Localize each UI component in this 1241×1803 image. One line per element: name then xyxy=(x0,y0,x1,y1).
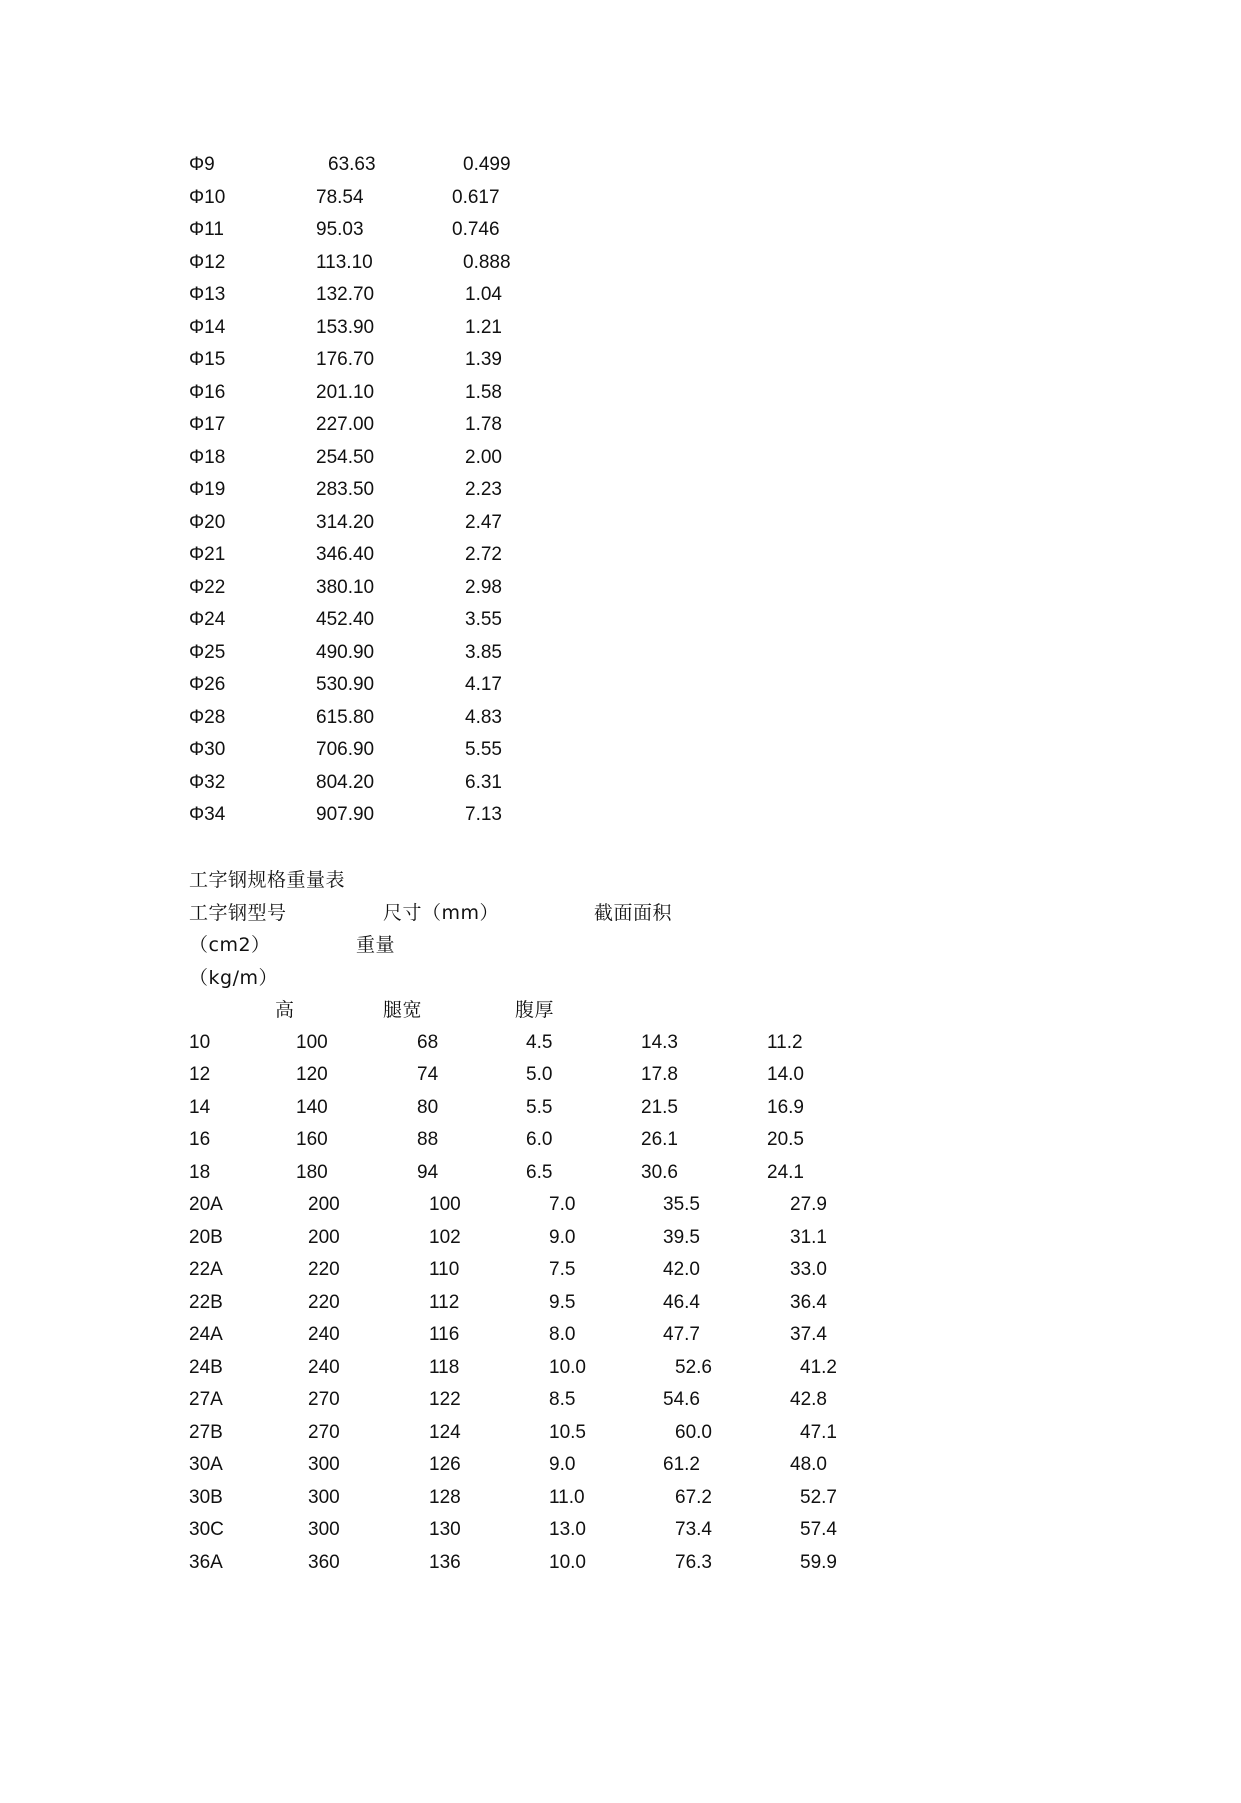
table-row xyxy=(0,539,1241,571)
ibeam-weight: 31.1 xyxy=(790,1227,827,1248)
table-row xyxy=(0,442,1241,474)
table-row xyxy=(0,1482,1241,1514)
table-row xyxy=(0,1157,1241,1189)
ibeam-height: 220 xyxy=(308,1292,340,1313)
bar-area: 804.20 xyxy=(316,772,375,793)
bar-weight: 1.58 xyxy=(465,382,502,403)
table-row xyxy=(0,1124,1241,1156)
ibeam-weight: 41.2 xyxy=(800,1357,837,1378)
ibeam-section-area: 52.6 xyxy=(675,1357,712,1378)
ibeam-model: 30A xyxy=(189,1454,223,1475)
ibeam-height: 240 xyxy=(308,1324,340,1345)
subheader-height: 高 xyxy=(275,999,295,1021)
ibeam-weight: 52.7 xyxy=(800,1487,837,1508)
table-row xyxy=(0,767,1241,799)
bar-weight: 7.13 xyxy=(465,804,502,825)
bar-diameter: Φ22 xyxy=(189,577,226,598)
ibeam-height: 300 xyxy=(308,1487,340,1508)
bar-area: 113.10 xyxy=(316,252,373,273)
bar-diameter: Φ16 xyxy=(189,382,226,403)
bar-diameter: Φ11 xyxy=(189,219,224,240)
ibeam-flange-width: 102 xyxy=(429,1227,461,1248)
bar-weight: 3.85 xyxy=(465,642,502,663)
section-title xyxy=(0,864,1241,896)
ibeam-flange-width: 124 xyxy=(429,1422,461,1443)
bar-diameter: Φ34 xyxy=(189,804,226,825)
table-row xyxy=(0,1059,1241,1091)
ibeam-model: 22B xyxy=(189,1292,223,1313)
bar-weight: 2.47 xyxy=(465,512,502,533)
bar-area: 153.90 xyxy=(316,317,375,338)
bar-weight: 2.00 xyxy=(465,447,502,468)
bar-area: 314.20 xyxy=(316,512,375,533)
ibeam-weight: 16.9 xyxy=(767,1097,804,1118)
ibeam-section-area: 21.5 xyxy=(641,1097,678,1118)
ibeam-model: 20A xyxy=(189,1194,223,1215)
table-row xyxy=(0,1254,1241,1286)
ibeam-height: 160 xyxy=(296,1129,328,1150)
ibeam-web-thickness: 8.0 xyxy=(549,1324,576,1345)
bar-weight: 4.83 xyxy=(465,707,502,728)
bar-weight: 1.04 xyxy=(465,284,502,305)
ibeam-weight: 11.2 xyxy=(767,1032,803,1053)
ibeam-flange-width: 110 xyxy=(429,1259,460,1280)
bar-area: 706.90 xyxy=(316,739,375,760)
ibeam-section-area: 39.5 xyxy=(663,1227,700,1248)
ibeam-model: 36A xyxy=(189,1552,223,1573)
bar-diameter: Φ32 xyxy=(189,772,226,793)
table-row xyxy=(0,1222,1241,1254)
ibeam-weight: 20.5 xyxy=(767,1129,804,1150)
ibeam-flange-width: 126 xyxy=(429,1454,461,1475)
bar-area: 63.63 xyxy=(328,154,376,175)
table-row xyxy=(0,1189,1241,1221)
header-line xyxy=(0,897,1241,929)
ibeam-web-thickness: 11.0 xyxy=(549,1487,585,1508)
ibeam-weight: 47.1 xyxy=(800,1422,837,1443)
table-row xyxy=(0,669,1241,701)
table-row xyxy=(0,149,1241,181)
bar-area: 78.54 xyxy=(316,187,364,208)
ibeam-model: 24A xyxy=(189,1324,223,1345)
table-row xyxy=(0,1449,1241,1481)
ibeam-weight: 14.0 xyxy=(767,1064,804,1085)
bar-area: 95.03 xyxy=(316,219,364,240)
table-row xyxy=(0,734,1241,766)
ibeam-height: 100 xyxy=(296,1032,328,1053)
bar-diameter: Φ10 xyxy=(189,187,226,208)
section-title-text: 工字钢规格重量表 xyxy=(189,869,346,891)
bar-area: 615.80 xyxy=(316,707,375,728)
ibeam-flange-width: 130 xyxy=(429,1519,461,1540)
bar-diameter: Φ26 xyxy=(189,674,226,695)
ibeam-height: 360 xyxy=(308,1552,340,1573)
ibeam-flange-width: 136 xyxy=(429,1552,461,1573)
ibeam-weight: 37.4 xyxy=(790,1324,827,1345)
ibeam-weight: 48.0 xyxy=(790,1454,827,1475)
bar-area: 283.50 xyxy=(316,479,375,500)
bar-area: 530.90 xyxy=(316,674,375,695)
ibeam-height: 120 xyxy=(296,1064,328,1085)
table-row xyxy=(0,1514,1241,1546)
bar-weight: 1.78 xyxy=(465,414,502,435)
bar-weight: 0.746 xyxy=(452,219,500,240)
ibeam-section-area: 35.5 xyxy=(663,1194,700,1215)
ibeam-model: 22A xyxy=(189,1259,223,1280)
ibeam-section-area: 73.4 xyxy=(675,1519,712,1540)
table-row xyxy=(0,1352,1241,1384)
bar-diameter: Φ13 xyxy=(189,284,226,305)
table-row xyxy=(0,507,1241,539)
table-row xyxy=(0,604,1241,636)
header-line xyxy=(0,929,1241,961)
bar-weight: 5.55 xyxy=(465,739,502,760)
ibeam-flange-width: 100 xyxy=(429,1194,461,1215)
table-row xyxy=(0,344,1241,376)
ibeam-height: 300 xyxy=(308,1454,340,1475)
ibeam-height: 240 xyxy=(308,1357,340,1378)
bar-area: 132.70 xyxy=(316,284,375,305)
table-row xyxy=(0,799,1241,831)
table-row xyxy=(0,409,1241,441)
ibeam-height: 200 xyxy=(308,1194,340,1215)
ibeam-section-area: 26.1 xyxy=(641,1129,678,1150)
ibeam-flange-width: 118 xyxy=(429,1357,460,1378)
bar-diameter: Φ28 xyxy=(189,707,226,728)
bar-weight: 1.21 xyxy=(465,317,502,338)
ibeam-model: 18 xyxy=(189,1162,211,1183)
ibeam-flange-width: 112 xyxy=(429,1292,460,1313)
subheader-flange-width: 腿宽 xyxy=(383,999,423,1021)
table-row xyxy=(0,1384,1241,1416)
ibeam-flange-width: 68 xyxy=(417,1032,439,1053)
table-row xyxy=(0,1547,1241,1579)
ibeam-web-thickness: 5.0 xyxy=(526,1064,553,1085)
header-size: 尺寸（mm） xyxy=(383,902,500,924)
header-line xyxy=(0,962,1241,994)
table-row xyxy=(0,572,1241,604)
ibeam-model: 20B xyxy=(189,1227,223,1248)
bar-diameter: Φ18 xyxy=(189,447,226,468)
bar-area: 490.90 xyxy=(316,642,375,663)
ibeam-web-thickness: 5.5 xyxy=(526,1097,553,1118)
ibeam-web-thickness: 6.5 xyxy=(526,1162,553,1183)
table-row xyxy=(0,1417,1241,1449)
ibeam-height: 140 xyxy=(296,1097,328,1118)
bar-diameter: Φ17 xyxy=(189,414,226,435)
ibeam-web-thickness: 9.0 xyxy=(549,1227,576,1248)
header-area-unit: （cm2） xyxy=(189,934,271,956)
bar-diameter: Φ25 xyxy=(189,642,226,663)
ibeam-model: 27B xyxy=(189,1422,223,1443)
table-row xyxy=(0,1287,1241,1319)
ibeam-section-area: 17.8 xyxy=(641,1064,678,1085)
ibeam-model: 24B xyxy=(189,1357,223,1378)
table-row xyxy=(0,279,1241,311)
ibeam-flange-width: 74 xyxy=(417,1064,439,1085)
ibeam-model: 12 xyxy=(189,1064,211,1085)
ibeam-section-area: 14.3 xyxy=(641,1032,678,1053)
bar-diameter: Φ14 xyxy=(189,317,226,338)
ibeam-web-thickness: 9.0 xyxy=(549,1454,576,1475)
ibeam-height: 300 xyxy=(308,1519,340,1540)
table-row xyxy=(0,312,1241,344)
header-weight: 重量 xyxy=(356,934,396,956)
bar-weight: 1.39 xyxy=(465,349,502,370)
subheader-line xyxy=(0,994,1241,1026)
bar-area: 227.00 xyxy=(316,414,375,435)
ibeam-flange-width: 122 xyxy=(429,1389,461,1410)
table-row xyxy=(0,182,1241,214)
bar-diameter: Φ9 xyxy=(189,154,215,175)
bar-weight: 0.499 xyxy=(463,154,511,175)
ibeam-weight: 27.9 xyxy=(790,1194,827,1215)
ibeam-model: 30B xyxy=(189,1487,223,1508)
ibeam-weight: 36.4 xyxy=(790,1292,827,1313)
ibeam-flange-width: 116 xyxy=(429,1324,460,1345)
bar-weight: 2.72 xyxy=(465,544,502,565)
bar-diameter: Φ12 xyxy=(189,252,226,273)
ibeam-section-area: 47.7 xyxy=(663,1324,700,1345)
ibeam-weight: 57.4 xyxy=(800,1519,837,1540)
table-row xyxy=(0,1027,1241,1059)
ibeam-height: 270 xyxy=(308,1389,340,1410)
bar-area: 907.90 xyxy=(316,804,375,825)
ibeam-height: 270 xyxy=(308,1422,340,1443)
ibeam-web-thickness: 7.5 xyxy=(549,1259,576,1280)
bar-area: 201.10 xyxy=(316,382,375,403)
ibeam-model: 30C xyxy=(189,1519,224,1540)
bar-weight: 2.23 xyxy=(465,479,502,500)
bar-diameter: Φ15 xyxy=(189,349,226,370)
bar-diameter: Φ21 xyxy=(189,544,226,565)
bar-weight: 3.55 xyxy=(465,609,502,630)
bar-weight: 0.617 xyxy=(452,187,500,208)
ibeam-web-thickness: 10.5 xyxy=(549,1422,586,1443)
ibeam-web-thickness: 4.5 xyxy=(526,1032,553,1053)
bar-diameter: Φ24 xyxy=(189,609,226,630)
bar-diameter: Φ19 xyxy=(189,479,226,500)
table-row xyxy=(0,214,1241,246)
ibeam-section-area: 42.0 xyxy=(663,1259,700,1280)
ibeam-section-area: 54.6 xyxy=(663,1389,700,1410)
bar-area: 380.10 xyxy=(316,577,375,598)
ibeam-weight: 59.9 xyxy=(800,1552,837,1573)
ibeam-model: 10 xyxy=(189,1032,211,1053)
ibeam-section-area: 76.3 xyxy=(675,1552,712,1573)
bar-area: 346.40 xyxy=(316,544,375,565)
ibeam-section-area: 30.6 xyxy=(641,1162,678,1183)
table-row xyxy=(0,247,1241,279)
ibeam-section-area: 60.0 xyxy=(675,1422,712,1443)
ibeam-web-thickness: 9.5 xyxy=(549,1292,576,1313)
ibeam-height: 200 xyxy=(308,1227,340,1248)
table-row xyxy=(0,702,1241,734)
ibeam-web-thickness: 7.0 xyxy=(549,1194,576,1215)
ibeam-section-area: 46.4 xyxy=(663,1292,700,1313)
ibeam-weight: 33.0 xyxy=(790,1259,827,1280)
bar-weight: 0.888 xyxy=(463,252,511,273)
ibeam-web-thickness: 10.0 xyxy=(549,1552,586,1573)
ibeam-weight: 42.8 xyxy=(790,1389,827,1410)
ibeam-model: 16 xyxy=(189,1129,211,1150)
ibeam-weight: 24.1 xyxy=(767,1162,804,1183)
ibeam-web-thickness: 13.0 xyxy=(549,1519,586,1540)
header-weight-unit: （kg/m） xyxy=(189,967,278,989)
ibeam-model: 14 xyxy=(189,1097,211,1118)
ibeam-flange-width: 128 xyxy=(429,1487,461,1508)
ibeam-height: 180 xyxy=(296,1162,328,1183)
ibeam-web-thickness: 10.0 xyxy=(549,1357,586,1378)
ibeam-section-area: 61.2 xyxy=(663,1454,700,1475)
header-section-area: 截面面积 xyxy=(594,902,673,924)
ibeam-section-area: 67.2 xyxy=(675,1487,712,1508)
table-row xyxy=(0,637,1241,669)
header-model: 工字钢型号 xyxy=(189,902,287,924)
ibeam-web-thickness: 6.0 xyxy=(526,1129,553,1150)
bar-area: 254.50 xyxy=(316,447,375,468)
bar-area: 176.70 xyxy=(316,349,375,370)
ibeam-web-thickness: 8.5 xyxy=(549,1389,576,1410)
table-row xyxy=(0,1319,1241,1351)
ibeam-flange-width: 80 xyxy=(417,1097,439,1118)
ibeam-flange-width: 94 xyxy=(417,1162,439,1183)
ibeam-flange-width: 88 xyxy=(417,1129,439,1150)
table-row xyxy=(0,474,1241,506)
ibeam-model: 27A xyxy=(189,1389,223,1410)
bar-area: 452.40 xyxy=(316,609,375,630)
bar-diameter: Φ20 xyxy=(189,512,226,533)
bar-weight: 2.98 xyxy=(465,577,502,598)
table-row xyxy=(0,377,1241,409)
bar-weight: 6.31 xyxy=(465,772,502,793)
ibeam-height: 220 xyxy=(308,1259,340,1280)
bar-weight: 4.17 xyxy=(465,674,502,695)
subheader-web-thickness: 腹厚 xyxy=(515,999,555,1021)
table-row xyxy=(0,1092,1241,1124)
bar-diameter: Φ30 xyxy=(189,739,226,760)
